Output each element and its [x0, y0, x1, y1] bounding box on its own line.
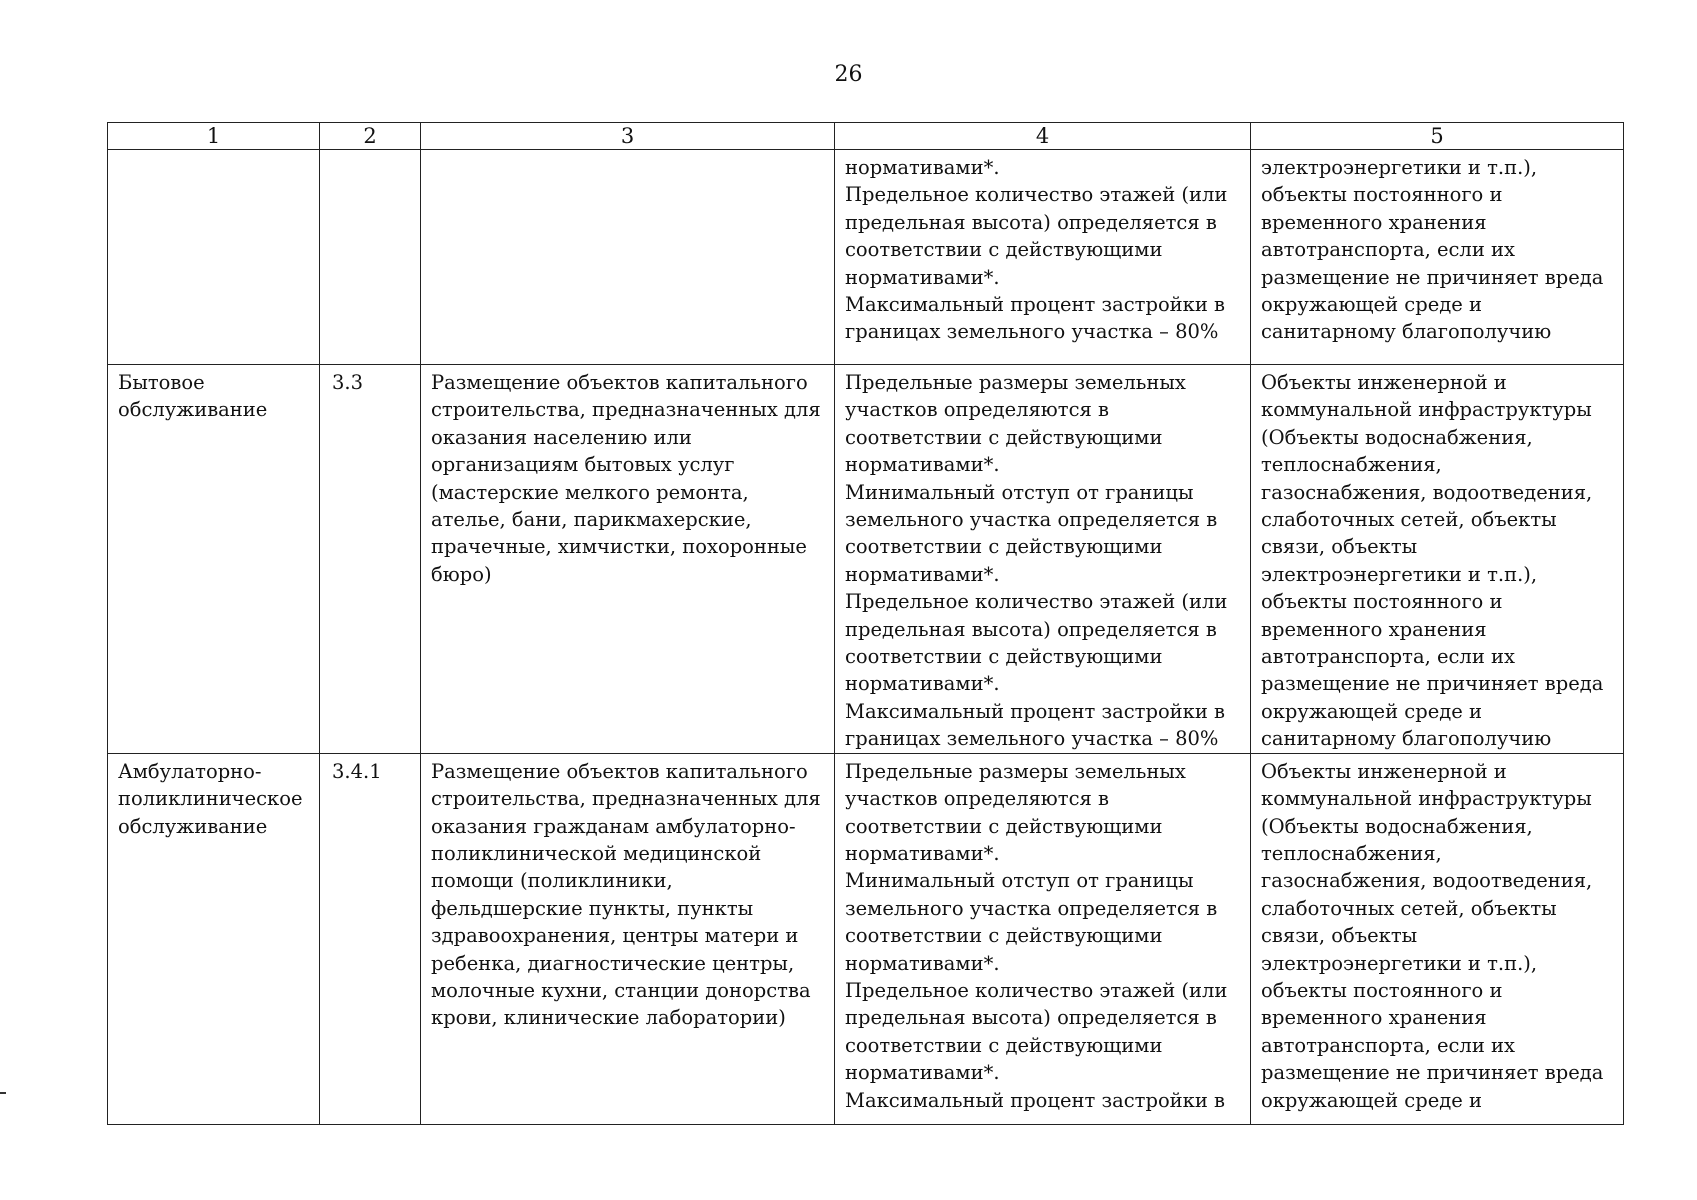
margin-mark — [0, 1092, 6, 1094]
column-header: 5 — [1251, 123, 1624, 150]
use-name-cell — [108, 365, 320, 754]
column-header: 2 — [320, 123, 421, 150]
use-description-cell — [421, 753, 835, 1124]
use-name: Бытовое обслуживание — [118, 371, 268, 422]
table-row — [108, 365, 1624, 754]
use-name-cell — [108, 150, 320, 365]
use-description: Размещение объектов капитального строительства, предназначенных для оказания гражданам амбулаторно-поликлинической медицинской помощи (поликлиники, фельдшерские пункты, пункты здравоохранения, центры матери и ребенка, диагностические центры, молочные кухни, станции донорства крови, клинические лаборатории) — [431, 759, 821, 1030]
use-name: Амбулаторно-поликлиническое обслуживание — [118, 759, 303, 838]
use-description: Размещение объектов капитального строительства, предназначенных для оказания населению или организациям бытовых услуг (мастерские мелкого ремонта, ателье, бани, парикмахерские, прачечные, химчистки, похоронные бюро) — [431, 371, 821, 586]
use-description-cell — [421, 365, 835, 754]
land-use-table — [107, 122, 1624, 1125]
use-name-cell — [108, 753, 320, 1124]
parameters-cell — [835, 753, 1251, 1124]
column-header: 4 — [835, 123, 1251, 150]
parameters-cell — [835, 150, 1251, 365]
page-number: 26 — [834, 62, 863, 87]
use-code-cell — [320, 150, 421, 365]
table-header-row — [108, 123, 1624, 150]
auxiliary-cell — [1251, 150, 1624, 365]
auxiliary-text: электроэнергетики и т.п.), объекты постоянного и временного хранения автотранспорта, если их размещение не причиняет вреда окружающей среде и санитарному благополучию — [1261, 156, 1604, 344]
column-header: 1 — [108, 123, 320, 150]
use-code: 3.4.1 — [332, 759, 382, 783]
use-code: 3.3 — [332, 371, 364, 394]
table-row — [108, 150, 1624, 365]
parameters-cell — [835, 365, 1251, 754]
column-header: 3 — [421, 123, 835, 150]
parameters-text: Предельные размеры земельных участков определяются в соответствии с действующими нормативами*. Минимальный отступ от границы земельного участка определяется в соответствии с действующими нормативами*. Предельное количество этажей (или предельная высота) определяется в соответствии с действующими нормативами*. Максимальный процент застройки в — [845, 759, 1228, 1112]
use-code-cell — [320, 753, 421, 1124]
use-description-cell — [421, 150, 835, 365]
auxiliary-cell — [1251, 753, 1624, 1124]
table-row — [108, 753, 1624, 1124]
parameters-text: Предельные размеры земельных участков определяются в соответствии с действующими нормативами*. Минимальный отступ от границы земельного участка определяется в соответствии с действующими нормативами*. Предельное количество этажей (или предельная высота) определяется в соответствии с действующими нормативами*. Максимальный процент застройки в границах земельного участка – 80% — [845, 371, 1228, 751]
auxiliary-text: Объекты инженерной и коммунальной инфраструктуры (Объекты водоснабжения, теплоснабжения, газоснабжения, водоотведения, слаботочных сетей, объекты связи, объекты электроэнергетики и т.п.), объекты постоянного и временного хранения автотранспорта, если их размещение не причиняет вреда окружающей среде и санитарному благополучию — [1261, 371, 1604, 751]
auxiliary-text: Объекты инженерной и коммунальной инфраструктуры (Объекты водоснабжения, теплоснабжения, газоснабжения, водоотведения, слаботочных сетей, объекты связи, объекты электроэнергетики и т.п.), объекты постоянного и временного хранения автотранспорта, если их размещение не причиняет вреда окружающей среде и — [1261, 759, 1604, 1112]
use-code-cell — [320, 365, 421, 754]
auxiliary-cell — [1251, 365, 1624, 754]
parameters-text: нормативами*. Предельное количество этажей (или предельная высота) определяется в соответствии с действующими нормативами*. Максимальный процент застройки в границах земельного участка – 80% — [845, 156, 1228, 344]
